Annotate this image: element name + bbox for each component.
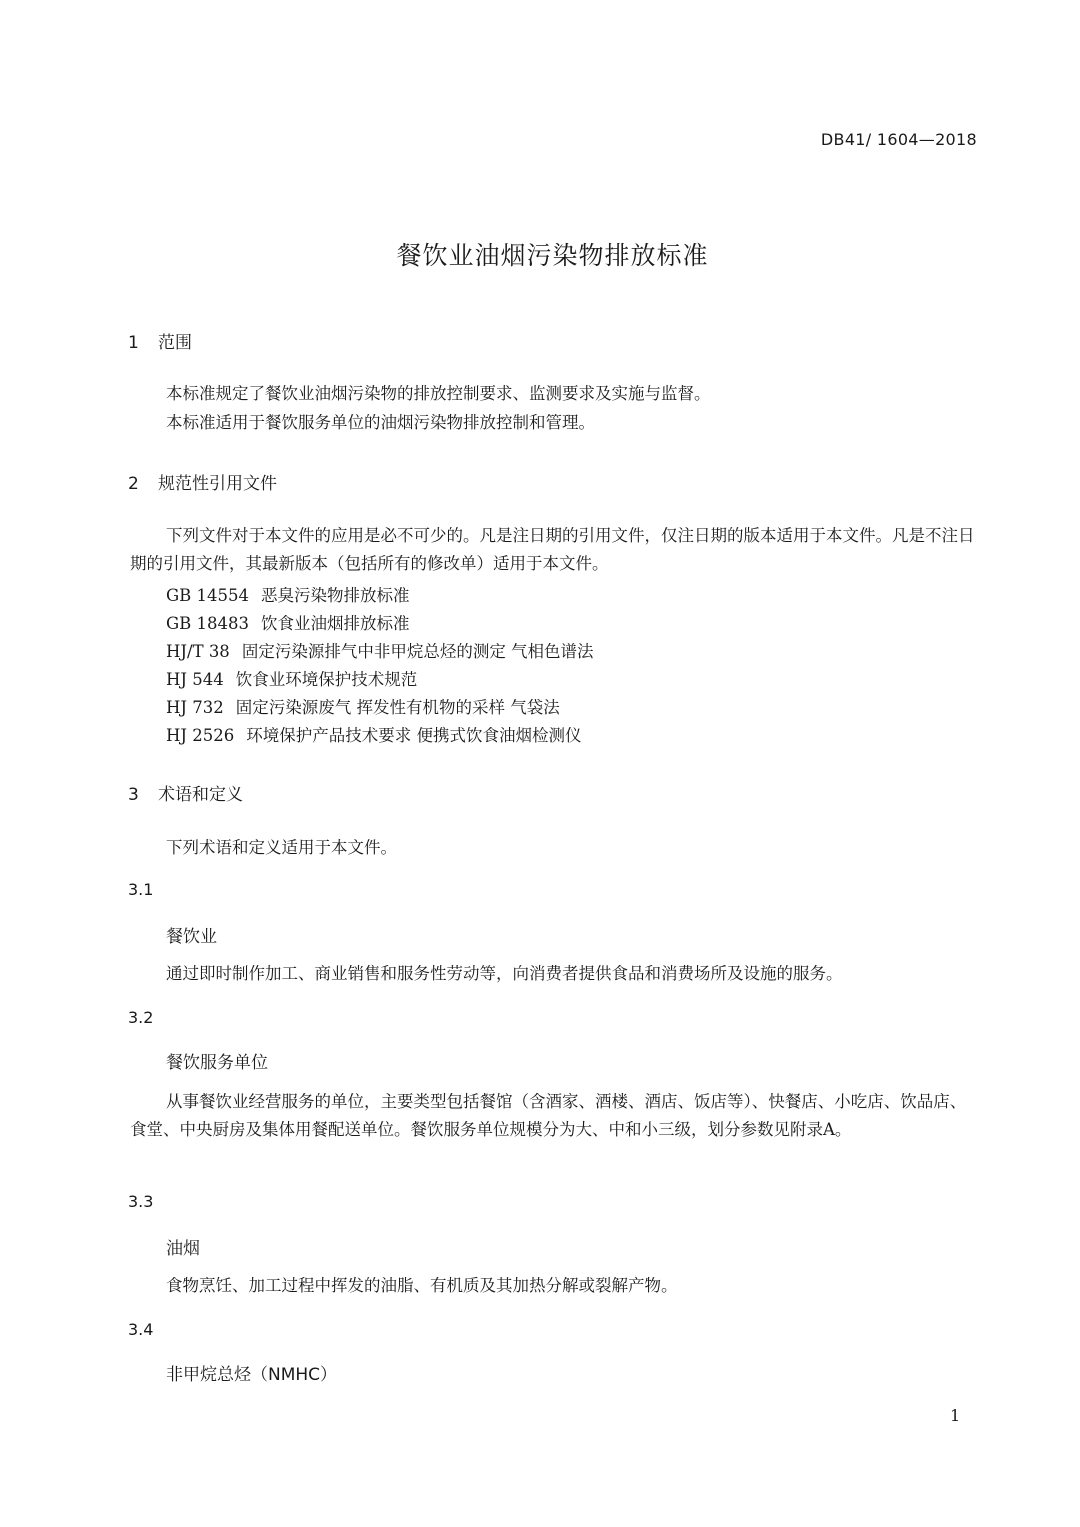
reference-code: GB 14554	[166, 586, 250, 605]
term-definition: 食物烹饪、加工过程中挥发的油脂、有机质及其加热分解或裂解产物。	[166, 1276, 678, 1295]
term-name: 非甲烷总烃（NMHC）	[166, 1365, 338, 1385]
reference-title: 固定污染源排气中非甲烷总烃的测定 气相色谱法	[241, 642, 594, 661]
reference-title: 环境保护产品技术要求 便携式饮食油烟检测仪	[246, 726, 582, 745]
reference-item	[166, 722, 582, 746]
paragraph: 本标准适用于餐饮服务单位的油烟污染物排放控制和管理。	[166, 413, 595, 432]
reference-title: 饮食业环境保护技术规范	[235, 670, 418, 689]
section-heading-terms-definitions	[128, 780, 243, 805]
term-number: 3.2	[128, 1008, 154, 1027]
term-definition: 通过即时制作加工、商业销售和服务性劳动等，向消费者提供食品和消费场所及设施的服务。	[166, 964, 843, 983]
standard-code: DB41/ 1604—2018	[820, 130, 977, 149]
paragraph: 下列文件对于本文件的应用是必不可少的。凡是注日期的引用文件，仅注日期的版本适用于本文件。凡是不注日期的引用文件，其最新版本（包括所有的修改单）适用于本文件。	[130, 526, 975, 573]
section-title: 规范性引用文件	[158, 474, 277, 494]
reference-item	[166, 666, 417, 690]
term-number: 3.3	[128, 1192, 154, 1211]
term-name: 油烟	[166, 1239, 200, 1259]
term-name: 餐饮服务单位	[166, 1053, 268, 1073]
section-title: 术语和定义	[158, 785, 243, 805]
reference-title: 固定污染源废气 挥发性有机物的采样 气袋法	[235, 698, 560, 717]
reference-code: HJ 544	[166, 670, 224, 689]
term-name: 餐饮业	[166, 927, 217, 947]
paragraph: 下列术语和定义适用于本文件。	[166, 838, 397, 857]
reference-code: HJ 732	[166, 698, 224, 717]
page-number: 1	[950, 1406, 961, 1425]
document-title: 餐饮业油烟污染物排放标准	[396, 241, 709, 270]
section-heading-normative-references	[128, 469, 277, 494]
term-number: 3.1	[128, 880, 154, 899]
section-title: 范围	[158, 333, 192, 353]
reference-title: 饮食业油烟排放标准	[261, 614, 410, 633]
reference-code: GB 18483	[166, 614, 250, 633]
term-number: 3.4	[128, 1320, 154, 1339]
reference-code: HJ 2526	[166, 726, 235, 745]
section-heading-scope	[128, 328, 192, 353]
reference-item	[166, 638, 594, 662]
term-definition: 从事餐饮业经营服务的单位，主要类型包括餐馆（含酒家、酒楼、酒店、饭店等）、快餐店、小吃店、饮品店、食堂、中央厨房及集体用餐配送单位。餐饮服务单位规模分为大、中和小三级，划分参数见附录A。	[130, 1092, 967, 1139]
reference-item	[166, 694, 560, 718]
section-number: 1	[128, 333, 139, 353]
reference-item	[166, 582, 410, 606]
reference-item	[166, 610, 410, 634]
reference-code: HJ/T 38	[166, 642, 230, 661]
section-number: 2	[128, 474, 139, 494]
section-number: 3	[128, 785, 139, 805]
paragraph: 本标准规定了餐饮业油烟污染物的排放控制要求、监测要求及实施与监督。	[166, 384, 711, 403]
reference-title: 恶臭污染物排放标准	[261, 586, 410, 605]
